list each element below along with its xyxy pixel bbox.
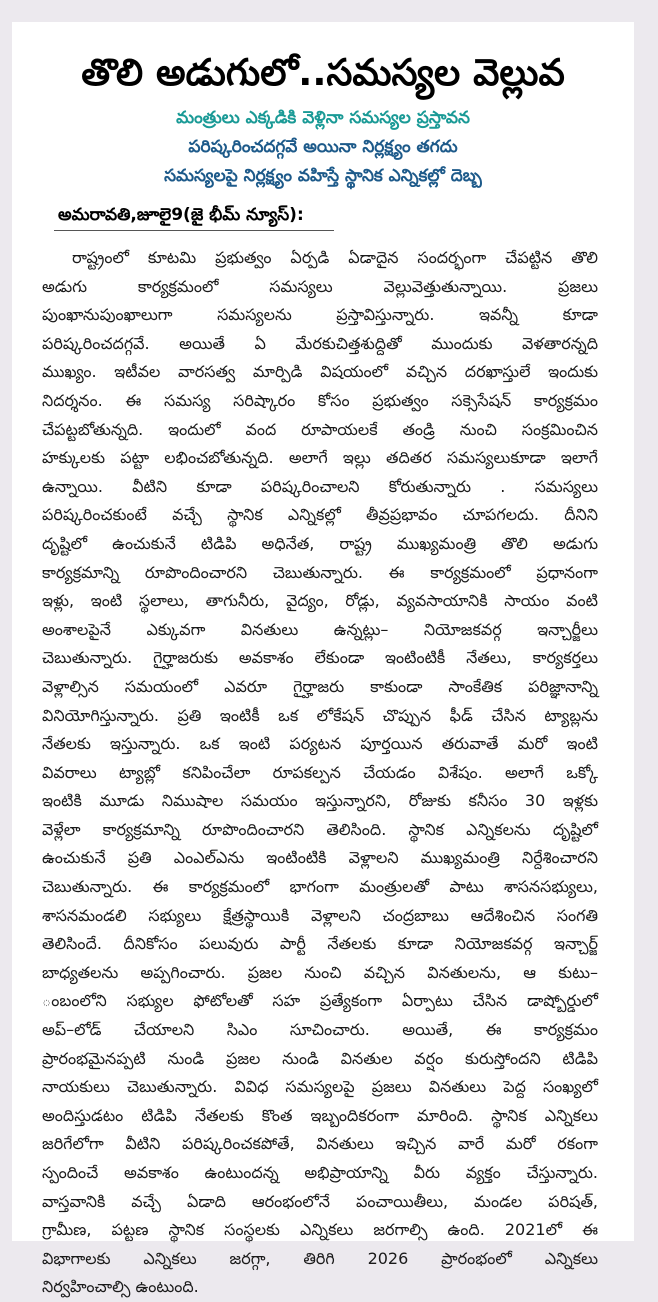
body-line: పరిష్కరించకుంటే వచ్చే స్థానిక ఎన్నికల్లో తీవ్రప్రభావం చూపగలదు. దీనిని (42, 505, 598, 525)
subheading: పరిష్కరించదగ్గవే అయినా నిర్లక్ష్యం తగదు (188, 137, 458, 157)
body-line: స్పందించే అవకాశం ఉంటుందన్న అభిప్రాయాన్ని వీరు వ్యక్తం చేస్తున్నారు. (42, 1163, 598, 1182)
body-line: వినియోగిస్తున్నారు. ప్రతి ఇంటికీ ఒక లోకేషన్ చొప్పున ఫీడ్ చేసిన ట్యాబ్లను (42, 705, 598, 725)
body-line: అప్–లోడ్ చేయాలని సిఎం సూచించారు. అయితే, ఈ కార్యక్రమం (42, 1020, 598, 1040)
body-line: చెబుతున్నారు. ఈ కార్యక్రమంలో భాగంగా మంత్రులతో పాటు శాసనసభ్యులు, (42, 877, 598, 897)
body-line: ఇంటికి మూడు నిముషాల సమయం ఇస్తున్నారని, రోజుకు కనీసం 30 ఇళ్లకు (42, 791, 598, 811)
body-line: చెబుతున్నారు. గైర్హాజరుకు అవకాశం లేకుండా ఇంటింటికీ నేతలు, కార్యకర్తలు (42, 648, 598, 668)
body-line: అడుగు కార్యక్రమంలో సమస్యలు వెల్లువెత్తుతున్నాయి. ప్రజలు (42, 276, 598, 296)
body-line: శాసనమండలి సభ్యులు క్షేత్రస్థాయికి వెళ్లాలని చంద్రబాబు ఆదేశించిన సంగతి (42, 905, 598, 925)
body-line: పరిష్కరించదగ్గవే. అయితే ఏ మేరకుచిత్తశుద్దితో ముందుకు వెళతారన్నది (42, 333, 598, 353)
body-line: హక్కులకు పట్టా లభించబోతున్నది. అలాగే ఇల్లు తదితర సమస్యలుకూడా ఇలాగే (42, 448, 598, 468)
body-line: ఉన్నాయి. వీటిని కూడా పరిష్కరించాలని కోరుతున్నారు . సమస్యలు (42, 476, 598, 496)
body-line: విభాగాలకు ఎన్నికలు జరగ్గా, తిరిగి 2026 ప్రారంభంలో ఎన్నికలు (42, 1248, 598, 1268)
body-line: రాష్ట్రంలో కూటమి ప్రభుత్వం ఏర్పడి ఏడాదైన సందర్భంగా చేపట్టిన తొలి (72, 248, 598, 267)
body-line: గ్రామీణ, పట్టణ స్థానిక సంస్థలకు ఎన్నికలు జరగాల్సి ఉంది. 2021లో ఈ (42, 1220, 598, 1240)
body-line: నిర్వహించాల్సి ఉంటుంది. (42, 1277, 199, 1297)
body-line: పుంఖానుపుంఖాలుగా సమస్యలను ప్రస్తావిస్తున్నారు. ఇవన్నీ కూడా (42, 305, 598, 325)
article-body (42, 244, 598, 1302)
body-line: కార్యక్రమాన్ని రూపొందించారని చెబుతున్నారు. ఈ కార్యక్రమంలో ప్రధానంగా (42, 562, 598, 582)
body-line: నాయకులు చెబుతున్నారు. వివిధ సమస్యలపై ప్రజలు వినతులు పెద్ద సంఖ్యలో (42, 1077, 598, 1097)
dateline-underline (54, 230, 334, 231)
body-line: వెళ్లాల్సిన సమయంలో ఎవరూ గైర్హాజరు కాకుండా సాంకేతిక పరిజ్ఞానాన్ని (42, 676, 598, 696)
body-line: అందిస్తుడటం టిడిపి నేతలకు కొంత ఇబ్బందికరంగా మారింది. స్థానిక ఎన్నికలు (42, 1105, 598, 1125)
body-line: తెలిసిందే. దీనికోసం పలువురు పార్టీ నేతలకు కూడా నియోజకవర్గ ఇన్చార్జ్ (42, 934, 598, 954)
newspaper-clipping (12, 22, 634, 1297)
dateline: అమరావతి,జూలై9(జై భీమ్ న్యూస్): (58, 205, 304, 225)
subheading: సమస్యలపై నిర్లక్ష్యం వహిస్తే స్థానిక ఎన్నికల్లో దెబ్బ (164, 166, 482, 186)
body-line: వాస్తవానికి వచ్చే ఏడాది ఆరంభంలోనే పంచాయితీలు, మండల పరిషత్, (42, 1191, 598, 1211)
body-line: వెళ్లేలా కార్యక్రమాన్ని రూపొందించారని తెలిసింది. స్థానిక ఎన్నికలను దృష్టిలో (42, 819, 598, 839)
body-line: నిదర్శనం. ఈ సమస్య సరిష్కారం కోసం ప్రభుత్వం సక్సెసేషన్ కార్యక్రమం (42, 390, 598, 410)
body-line: ంబంలోని సభ్యుల ఫోటోలతో సహ ప్రత్యేకంగా ఏర్పాటు చేసిన డాష్బోర్డులో (42, 991, 598, 1011)
body-line: ఉంచుకునే ప్రతి ఎంఎల్ఎను ఇంటింటికి వెళ్లాలని ముఖ్యమంత్రి నిర్దేశించారని (42, 848, 598, 868)
subheadings (12, 104, 634, 191)
body-line: జరిగేలోగా వీటిని పరిష్కరించకపోతే, వినతులు ఇచ్చిన వారే మరో రకంగా (42, 1134, 598, 1154)
body-line: ముఖ్యం. ఇటీవల వారసత్వ మార్పిడి విషయంలో వచ్చిన దరఖాస్తులే ఇందుకు (42, 362, 598, 382)
subheading: మంత్రులు ఎక్కడికి వెళ్లినా సమస్యల ప్రస్తావన (176, 108, 470, 128)
body-line: బాధ్యతలను అప్పగించారు. ప్రజల నుంచి వచ్చిన వినతులను, ఆ కుటు– (42, 962, 598, 982)
headline: తొలి అడుగులో..సమస్యల వెల్లువ (81, 51, 565, 94)
body-line: ఇళ్లు, ఇంటి స్థలాలు, తాగునీరు, వైద్యం, రోడ్లు, వ్యవసాయానికి సాయం వంటి (42, 591, 598, 611)
body-line: దృష్టిలో ఉంచుకునే టిడిపి అధినేత, రాష్ట్ర ముఖ్యమంత్రి తొలి అడుగు (42, 533, 598, 553)
body-line: చేపట్టబోతున్నది. ఇందులో వంద రూపాయలకే తండ్రి నుంచి సంక్రమించిన (42, 419, 598, 439)
body-line: ప్రారంభమైనప్పటి నుండి ప్రజల నుండి వినతుల వర్షం కురుస్తోందని టిడిపి (42, 1048, 598, 1068)
body-line: నేతలకు ఇస్తున్నారు. ఒక ఇంటి పర్యటన పూర్తయిన తరువాతే మరో ఇంటి (42, 734, 598, 754)
body-line: వివరాలు ట్యాబ్లో కనిపించేలా రూపకల్పన చేయడం విశేషం. అలాగే ఒక్కో (42, 762, 598, 782)
body-line: అంశాలపైనే ఎక్కువగా వినతులు ఉన్నట్లు– నియోజకవర్గ ఇన్చార్జీలు (42, 619, 598, 639)
